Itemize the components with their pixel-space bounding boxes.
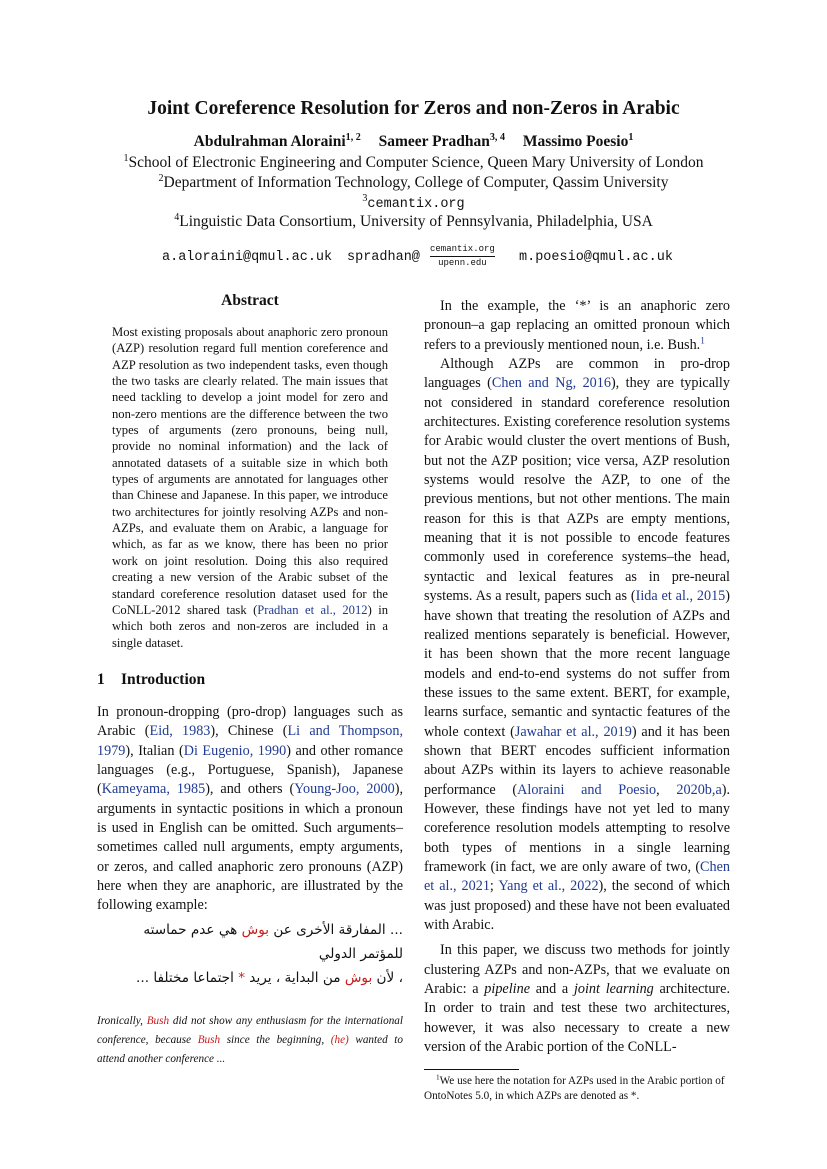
author-name: Sameer Pradhan	[378, 133, 490, 150]
citation-link[interactable]: Young-Joo, 2000	[294, 781, 395, 798]
citation-link[interactable]: Yang et al., 2022	[498, 878, 599, 895]
author-sup: 1	[628, 131, 634, 143]
citation-link[interactable]: Kameyama, 1985	[101, 781, 206, 798]
highlighted-mention: Bush	[146, 1014, 170, 1027]
right-paragraph-2: Although AZPs are common in pro-drop languages (Chen and Ng, 2016), they are typically not considered in standard coreference resolution architectures. Existing coreference resolution systems for Arabic would cluster the overt mentions of Bush, but not the AZP position; vice versa, AZP resolution systems would resolve the AZP, to one of the previous mentions, but not other mentions. The main reason for this is that AZPs are empty mentions, meaning that it is not possible to encode features commonly used in coreference systems–the head, syntactic and lexical features as in pre-neural systems. As a result, papers such as (Iida et al., 2015) have shown that treating the resolution of AZPs and realized mentions separately is beneficial. However, it has been shown that the more recent language models and end-to-end systems do not suffer from these issues to the same extent. BERT, for example, learns surface, semantic and syntactic features of the whole context (Jawahar et al., 2019) and it has been shown that BERT encodes sufficient information about AZPs within its layers to achieve reasonable performance (Aloraini and Poesio, 2020b,a). However, these findings have not yet led to many coreference resolution models attempting to resolve both types of mentions in a single learning framework (in fact, we are only aware of two, (Chen et al., 2021; Yang et al., 2022), the second of which was just proposed) and these have not been evaluated with Arabic.	[424, 356, 731, 933]
email-aloraini[interactable]: a.aloraini@qmul.ac.uk	[162, 250, 333, 265]
left-column	[97, 292, 403, 1069]
abstract-body	[112, 324, 388, 651]
highlighted-mention: (he)	[330, 1033, 349, 1046]
email-domain-bottom: upenn.edu	[438, 258, 487, 268]
arabic-example	[97, 918, 403, 990]
author-1	[194, 133, 361, 150]
email-domain-top: cemantix.org	[430, 244, 495, 254]
footnote-rule	[424, 1069, 519, 1070]
emphasis-text: pipeline	[484, 981, 530, 998]
email-pradhan-domains	[430, 244, 495, 269]
arabic-text: ، لأن	[372, 969, 403, 986]
abstract-text: ) in which both zeros and non-zeros are included in a single dataset.	[112, 602, 389, 650]
arabic-line-1	[97, 918, 403, 966]
intro-paragraph-1: In pronoun-dropping (pro-drop) languages such as Arabic (Eid, 1983), Chinese (Li and Thompson, 1979), Italian (Di Eugenio, 1990) and other romance languages (e.g., Portuguese, Spanish), Japanese (Kameyama, 1985), and others (Young-Joo, 2000), arguments in syntactic positions in which a pronoun is used in English can be omitted. Such arguments–sometimes called null arguments, empty arguments, or zeros, and called anaphoric zero pronouns (AZP) here when they are anaphoric, are illustrated by the following example:	[97, 703, 404, 914]
section-title: Introduction	[121, 670, 206, 688]
citation-link[interactable]: Aloraini and Poesio	[517, 781, 657, 798]
right-column	[424, 297, 730, 1104]
arabic-text: اجتماعا مختلفا ...	[136, 969, 239, 986]
arabic-mention: بوش	[344, 969, 373, 986]
paper-title: Joint Coreference Resolution for Zeros and non-Zeros in Arabic	[147, 98, 680, 119]
affiliation-text: School of Electronic Engineering and Computer Science, Queen Mary University of London	[128, 154, 704, 171]
highlighted-mention: Bush	[197, 1033, 221, 1046]
citation-link[interactable]: Li and Thompson, 1979	[97, 723, 404, 759]
affiliation-2	[0, 174, 827, 192]
citation-link[interactable]: Eid, 1983	[149, 723, 211, 740]
author-list	[0, 133, 827, 151]
author-name: Abdulrahman Aloraini	[193, 133, 346, 150]
email-poesio[interactable]: m.poesio@qmul.ac.uk	[519, 250, 673, 265]
arabic-mention: بوش	[241, 921, 270, 938]
section-number: 1	[97, 670, 105, 688]
author-3	[523, 133, 634, 150]
emphasis-text: joint learning	[573, 981, 654, 998]
arabic-zero-marker: *	[238, 969, 245, 986]
author-name: Massimo Poesio	[522, 133, 629, 150]
affiliation-4	[0, 213, 827, 231]
arabic-text: هي عدم حماسته للمؤتمر الدولي	[143, 921, 403, 962]
citation-link[interactable]: Pradhan et al., 2012	[257, 602, 368, 617]
citation-link[interactable]: 2020b,a	[676, 781, 722, 798]
affiliation-sup: 3	[362, 192, 368, 204]
affiliation-text: cemantix.org	[367, 197, 465, 212]
author-2	[379, 133, 505, 150]
right-paragraph-3: In this paper, we discuss two methods for jointly clustering AZPs and non-AZPs, that we evaluate on Arabic: a pipeline and a joint learning architecture. In order to train and test these two architectures, however, it was also necessary to create a new version of the Arabic portion of the CoNLL-	[424, 942, 730, 1056]
abstract-heading: Abstract	[221, 292, 279, 309]
email-domain-divider	[430, 256, 495, 257]
arabic-line-2	[97, 966, 403, 990]
affiliation-text: Linguistic Data Consortium, University of Pennsylvania, Philadelphia, USA	[179, 213, 653, 230]
author-sup: 3, 4	[489, 131, 505, 143]
citation-link[interactable]: Chen and Ng, 2016	[491, 375, 611, 392]
author-sup: 1, 2	[345, 131, 361, 143]
citation-link[interactable]: Chen et al., 2021	[424, 858, 730, 895]
affiliation-sup: 2	[158, 172, 164, 184]
footnote-text: We use here the notation for AZPs used in the Arabic portion of OntoNotes 5.0, in which AZPs are denoted as *.	[424, 1075, 725, 1103]
citation-link[interactable]: Di Eugenio, 1990	[183, 742, 287, 759]
affiliation-text: Department of Information Technology, College of Computer, Qassim University	[163, 174, 669, 191]
footnote-mark: 1	[436, 1073, 440, 1082]
footnote-ref-link[interactable]: 1	[700, 334, 705, 345]
footnote-1	[424, 1074, 730, 1104]
abstract-text: Most existing proposals about anaphoric zero pronoun (AZP) resolution regard full mention coreference and AZP resolution as two independent tasks, even though the two tasks are clearly related. The main issues that need tackling to develop a joint model for zero and non-zero mentions are the difference between the two types of arguments (zero pronouns, being null, provide no nominal information) and the lack of annotated datasets of a suitable size in which both types of arguments are annotated for languages other than Chinese and Japanese. In this paper, we introduce two architectures for jointly resolving AZPs and non-AZPs, and evaluate them on Arabic, a language for which, as far as we know, there has been no prior work on joint resolution. Doing this also required creating a new version of the Arabic subset of the standard coreference resolution dataset used for the CoNLL-2012 shared task (	[112, 325, 388, 617]
affiliation-1	[0, 154, 827, 172]
email-pradhan-prefix[interactable]: spradhan@	[347, 250, 420, 265]
right-paragraph-1: In the example, the ‘*’ is an anaphoric zero pronoun–a gap replacing an omitted pronoun which refers to a previously mentioned noun, i.e. Bush.$^1$	[424, 298, 730, 353]
affiliation-sup: 4	[174, 211, 180, 223]
affiliation-3	[0, 194, 827, 212]
example-translation: Ironically, Bush did not show any enthusiasm for the international conference, because Bush since the beginning, (he) wanted to attend another conference ...	[97, 1014, 404, 1065]
citation-link[interactable]: Iida et al., 2015	[635, 588, 726, 605]
affiliation-sup: 1	[123, 152, 129, 164]
section-heading-introduction	[97, 671, 403, 689]
arabic-text: ... المفارقة الأخرى عن	[269, 921, 403, 938]
arabic-text: من البداية ، يريد	[244, 969, 345, 986]
citation-link[interactable]: Jawahar et al., 2019	[514, 723, 632, 740]
